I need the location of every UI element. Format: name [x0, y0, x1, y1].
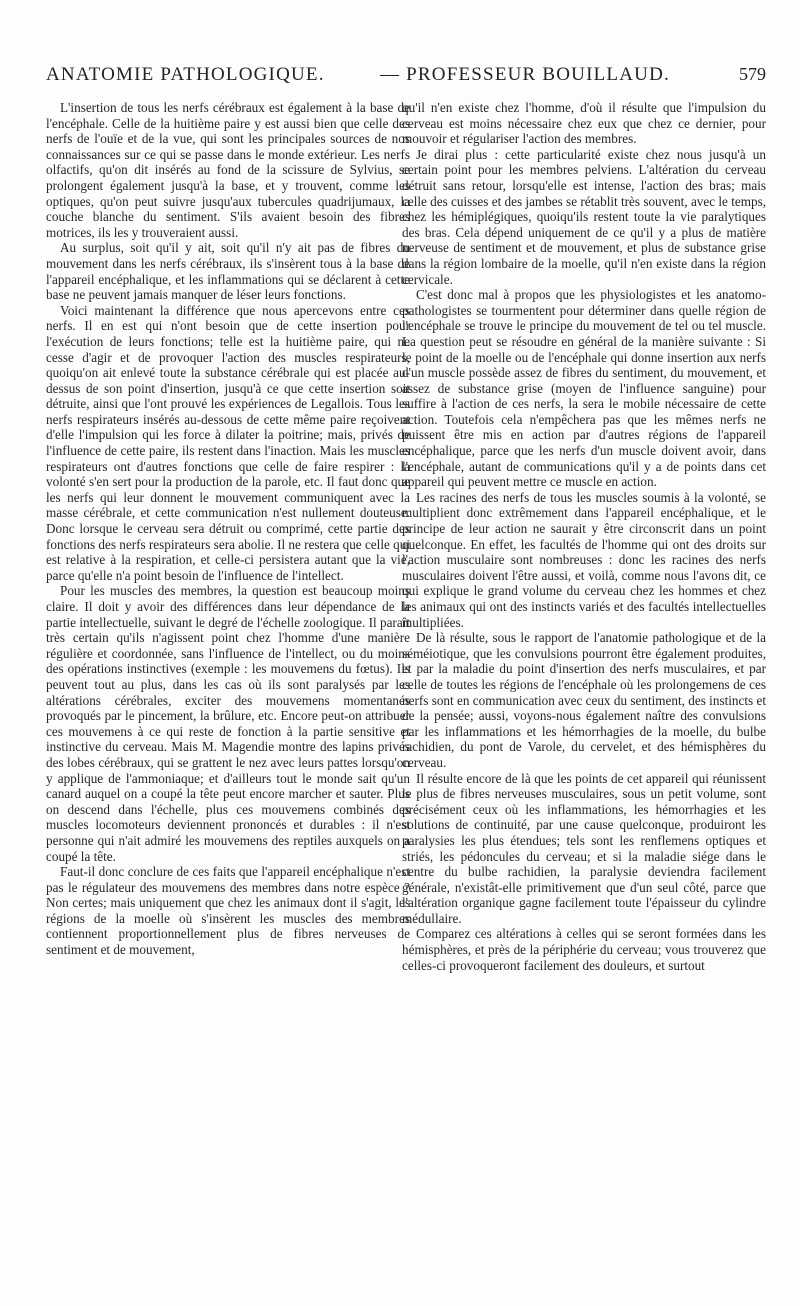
paragraph: Pour les muscles des membres, la question est beaucoup moins claire. Il doit y avoir des différences dans leur dépendance de la partie intellectuelle, suivant le degré de l'échelle zoologique. Il paraît très certain qu'ils n'agissent point chez l'homme d'une manière régulière et coordonnée, sans l'influence de l'intellect, ou du moins des opérations instinctives (exemple : les mouvemens du fœtus). Ils peuvent tout au plus, dans les cas où ils sont paralysés par les altérations cérébrales, exciter des mouvemens momentanés provoqués par le pincement, la brûlure, etc. Encore peut-on attribuer ces mouvemens à ce qui reste de fonction à la partie sensitive et instinctive du cerveau. Mais M. Magendie montre des lapins privés des lobes cérébraux, qui se grattent le nez avec leurs pattes lorsqu'on y applique de l'ammoniaque; et d'ailleurs tout le monde sait qu'un canard auquel on a coupé la tête peut encore marcher et sauter. Plus on descend dans l'échelle, plus ces mouvemens combinés des muscles locomoteurs deviennent prononcés et durables : il n'est personne qui n'ait admiré les mouvemens des reptiles auxquels on a coupé la tête.	[46, 583, 410, 864]
page-number: 579	[739, 64, 766, 84]
left-column	[46, 100, 410, 958]
paragraph-continued: qu'il n'en existe chez l'homme, d'où il résulte que l'impulsion du cerveau est moins nécessaire chez eux que chez ce dernier, pour mouvoir et régulariser l'action des membres.	[402, 100, 766, 147]
running-header	[46, 64, 766, 98]
paragraph: De là résulte, sous le rapport de l'anatomie pathologique et de la séméiotique, que les convulsions pourront être également produites, et par la maladie du point d'insertion des nerfs musculaires, et par celle de toutes les régions de l'encéphale où les prolongemens de ces nerfs sont en communication avec ceux du sentiment, des instincts et de la pensée; aussi, voyons-nous également naître des convulsions par les inflammations et les hémorrhagies de la moelle, du bulbe rachidien, du pont de Varole, du cervelet, et des hémisphères du cerveau.	[402, 630, 766, 770]
paragraph: Au surplus, soit qu'il y ait, soit qu'il n'y ait pas de fibres du mouvement dans les nerfs cérébraux, ils s'insèrent tous à la base de l'appareil encéphalique, et les inflammations qui se déclarent à cette base ne peuvent jamais manquer de léser leurs fonctions.	[46, 240, 410, 303]
paragraph: C'est donc mal à propos que les physiologistes et les anatomo-pathologistes se tourmentent pour déterminer dans quelle région de l'encéphale se trouve le principe du mouvement de tel ou tel muscle. La question peut se résoudre en général de la manière suivante : Si le point de la moelle ou de l'encéphale qui donne insertion aux nerfs d'un muscle possède assez de fibres du sentiment, du mouvement, et assez de substance grise (moyen de l'influence sanguine) pour suffire à l'action de ces nerfs, la sera le mobile nécessaire de cette action. Toutefois cela n'empêchera pas que les mêmes nerfs ne puissent être mis en action par d'autres régions de l'appareil encéphalique, parce que les nerfs d'un muscle doivent avoir, dans l'encéphale, autant de communications qu'il y a de points dans cet appareil qui peuvent mettre ce muscle en action.	[402, 287, 766, 490]
paragraph: Voici maintenant la différence que nous apercevons entre ces nerfs. Il en est qui n'ont besoin que de cette insertion pour l'exécution de leurs fonctions; telle est la huitième paire, qui ne cesse d'agir et de provoquer l'action des muscles respirateurs, quoiqu'on ait enlevé toute la substance cérébrale qui est placée au-dessus de son point d'insertion, jusqu'à ce que cette insertion soit détruite, ainsi que l'ont prouvé les expériences de Legallois. Tous les nerfs respirateurs insérés au-dessous de cette même paire reçoivent d'elle l'impulsion qui les force à dilater la poitrine; mais, privés de l'influence de cette paire, ils restent dans l'inaction. Mais les muscles respirateurs ont d'autres fonctions que celle de faire respirer : la volonté s'en sert pour la production de la parole, etc. Il faut donc que les nerfs qui leur donnent le mouvement communiquent avec la masse cérébrale, et cette communication n'est nullement douteuse. Donc lorsque le cerveau sera détruit ou comprimé, cette partie des fonctions des nerfs respirateurs sera abolie. Il ne restera que celle qui est relative à la respiration, et celle-ci persistera autant que la vie, parce qu'elle n'a point besoin de l'influence de l'intellect.	[46, 302, 410, 583]
header-right-title: — PROFESSEUR BOUILLAUD.	[380, 64, 670, 85]
paragraph: L'insertion de tous les nerfs cérébraux est également à la base de l'encéphale. Celle de la huitième paire y est aussi bien que celle des nerfs de l'ouïe et de la vue, qui sont les principales sources de nos connaissances sur ce qui se passe dans le monde extérieur. Les nerfs olfactifs, qu'on dit insérés au fond de la scissure de Sylvius, se prolongent également jusqu'à la base, et y trouvent, comme les optiques, qu'on peut suivre jusqu'aux tubercules quadrijumaux, la couche blanche du sentiment. S'ils avaient besoin des fibres motrices, ils les y trouveraient aussi.	[46, 100, 410, 240]
paragraph: Il résulte encore de là que les points de cet appareil qui réunissent le plus de fibres nerveuses musculaires, sous un petit volume, sont précisément ceux où les inflammations, les hémorrhagies et les solutions de continuité, par une cause quelconque, produiront les paralysies les plus étendues; tels sont les renflemens optiques et striés, les pédoncules du cerveau; et si la maladie siége dans le centre du bulbe rachidien, la paralysie deviendra facilement générale, n'existât-elle primitivement que d'un seul côté, parce que l'altération organique gagne facilement toute l'épaisseur du cylindre médullaire.	[402, 770, 766, 926]
paragraph: Les racines des nerfs de tous les muscles soumis à la volonté, se multiplient donc extrêmement dans l'appareil encéphalique, et le principe de leur action ne saurait y être circonscrit dans un point quelconque. En effet, les facultés de l'homme qui ont des droits sur l'action musculaire sont nombreuses : donc les racines des nerfs musculaires doivent l'être aussi, et voilà, comme nous l'avons dit, ce qui explique le grand volume du cerveau chez les hommes et chez les animaux qui ont des instincts variés et des facultés intellectuelles multipliées.	[402, 489, 766, 630]
header-left-title: ANATOMIE PATHOLOGIQUE.	[46, 64, 325, 85]
paragraph: Comparez ces altérations à celles qui se seront formées dans les hémisphères, et près de la périphérie du cerveau; vous trouverez que celles-ci provoqueront facilement des douleurs, et surtout	[402, 926, 766, 973]
paragraph: Je dirai plus : cette particularité existe chez nous jusqu'à un certain point pour les membres pelviens. L'altération du cerveau détruit sans retour, lorsqu'elle est intense, l'action des bras; mais celle des cuisses et des jambes se rétablit très souvent, avec le temps, chez les hémiplégiques, quoiqu'ils restent toute la vie paralytiques des bras. Cela dépend uniquement de ce qu'il y a plus de matière nerveuse de sentiment et de mouvement, et plus de substance grise dans la région lombaire de la moelle, qu'il n'en existe dans la région cervicale.	[402, 146, 767, 287]
right-column	[402, 100, 766, 973]
paragraph: Faut-il donc conclure de ces faits que l'appareil encéphalique n'est pas le régulateur des mouvemens des membres dans notre espèce ? Non certes; mais uniquement que chez les animaux dont il s'agit, les régions de la moelle où s'insèrent les muscles des membres contiennent proportionnellement plus de fibres nerveuses de sentiment et de mouvement,	[46, 864, 410, 958]
